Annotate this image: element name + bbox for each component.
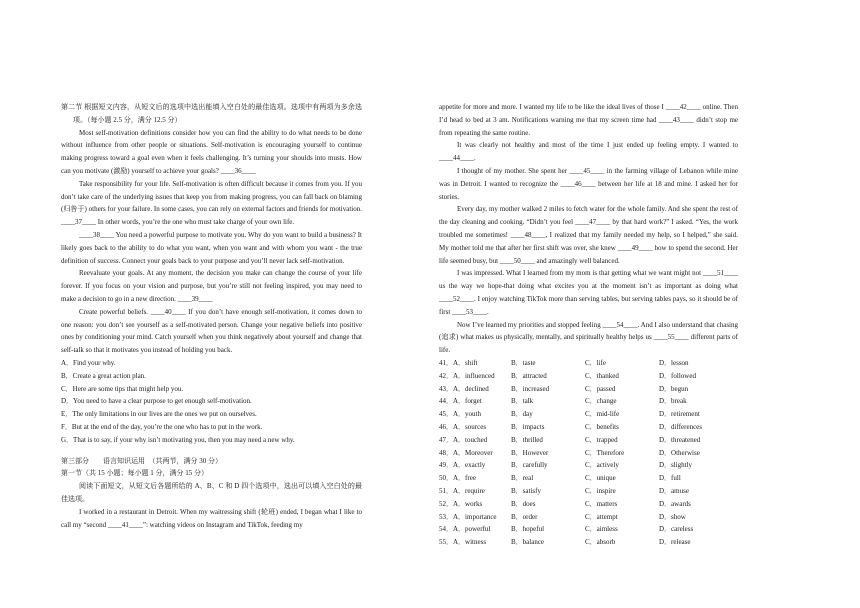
choice-a: 44．A．forget [439,397,482,406]
choice-row [439,511,738,524]
choice-row [439,459,738,472]
passage2-paragraph: It was clearly not healthy and most of the time I just ended up feeling empty. I wanted to ____44____. [439,141,738,163]
choice-a: 43．A．declined [439,384,489,393]
choice-b: B．However [511,448,549,457]
passage-paragraph: Take responsibility for your life. Self-motivation is often difficult because it comes from you. If you don’t take care of the underlying issues that keep you from making progress, you can fall back on blaming (归咎于) others for your failure. In some cases, you can rely on external factors and friends for motivation. ____37____ In other words, you’re the one who must take charge of your own life. [61,179,362,227]
choice-b: B．order [511,512,538,521]
choice-d: D．Otherwise [659,448,700,457]
choice-a: 46．A．sources [439,422,487,431]
choice-c: C．benefits [585,422,619,431]
choice-row [439,357,738,370]
choice-d: D．amuse [659,486,689,495]
passage2-paragraph: I thought of my mother. She spent her ____45____ in the farming village of Lebanon while mine was in Detroit. I wanted to recognize the ____46____ between her life at 18 and mine. I asked her for stories. [439,166,738,201]
choice-b: B．attracted [511,371,547,380]
choice-c: C．passed [585,384,616,393]
left-column [61,101,362,531]
choice-b: B．impacts [511,422,545,431]
choice-a: 54．A．powerful [439,525,491,534]
choice-c: C．attempt [585,512,618,521]
choice-b: B．does [511,499,536,508]
choice-c: C．actively [585,461,619,470]
option-g: G．That is to say, if your why isn’t motivating you, then you may need a new why. [61,435,295,444]
passage2-start: I worked in a restaurant in Detroit. When my waitressing shift (轮班) ended, I began what I like to call my “second ____41____”: watching videos on Instagram and TikTok, feeding my [61,507,362,529]
part3-title: 第三部分 语言知识运用 （共两节，满分 30 分） [61,456,222,465]
choice-c: C．mid-life [585,410,620,419]
choice-c: C．change [585,397,617,406]
choice-d: D．threatened [659,435,701,444]
passage2-paragraph: appetite for more and more. I wanted my life to be like the ideal lives of those I ____42____ online. Then I’d head to bed at 3 am. Notifications warning me that my screen time had ____43____ didn’t stop me from repeating the same routine. [439,103,738,137]
option-a: A．Find your why. [61,358,116,367]
choice-a: 51．A．require [439,486,485,495]
choice-d: D．lesson [659,358,689,367]
option-f: F．But at the end of the day, you’re the one who has to put in the work. [61,422,263,431]
choice-a: 48．A．Moreover [439,448,493,457]
choice-d: D．retirement [659,410,700,419]
passage2-paragraph: Now I’ve learned my priorities and stopped feeling ____54____. And I also understand that chasing (追求) what makes us physically, mentally, and spiritually healthy helps us ____55____ different parts of life. [439,320,738,355]
choice-d: D．differences [659,422,703,431]
choice-d: D．release [659,538,691,547]
choice-d: D．show [659,512,686,521]
instructions: 阅读下面短文，从短文后各题所给的 A、B、C 和 D 四个选项中，选出可以填入空白处的最佳选项。 [61,482,362,503]
choice-d: D．careless [659,525,694,534]
choice-c: C．inspire [585,486,616,495]
right-column [439,101,738,549]
choice-a: 42．A．influenced [439,371,495,380]
option-d: D．You need to have a clear purpose to get enough self-motivation. [61,397,252,406]
section1-title: 第一节（共 15 小题；每小题 1 分，满分 15 分） [61,469,208,478]
choice-b: B．balance [511,538,545,547]
choice-d: D．begun [659,384,689,393]
option-c: C．Here are some tips that might help you. [61,384,184,393]
answer-options [61,357,362,447]
choice-b: B．talk [511,397,534,406]
choice-a: 52．A．works [439,499,483,508]
passage-paragraph: ____38____ You need a powerful purpose to motivate you. Why do you want to build a business? It likely goes back to the ability to do what you want, when you want and with whom you want - the true definition of success. Connect your goals back to your purpose and you’ll never lack self-motivation. [61,230,362,265]
option-b: B．Create a great action plan. [61,371,146,380]
choice-a: 55．A．witness [439,538,487,547]
choice-row [439,383,738,396]
choice-b: B．carefully [511,461,548,470]
choice-a: 53．A．importance [439,512,497,521]
passage-paragraph: Reevaluate your goals. At any moment, the decision you make can change the course of your life forever. If you focus on your vision and purpose, but you’re still not feeling inspired, you may need to make a decision to go in a new direction. ____39____ [61,269,362,303]
choice-row [439,408,738,421]
choice-d: D．break [659,397,687,406]
choice-a: 50．A．free [439,474,476,483]
choice-d: D．full [659,474,681,483]
choice-row [439,498,738,511]
cloze-choices [439,357,738,549]
choice-c: C．aimless [585,525,618,534]
choice-b: B．day [511,410,533,419]
choice-row [439,447,738,460]
choice-d: D．slightly [659,461,693,470]
passage-paragraph: Most self-motivation definitions consider how you can find the ability to do what needs to be done without influence from other people or situations. Self-motivation is encouraging yourself to continue making progress toward a goal even when it feels challenging. It’s turning your shoulds into musts. How can you motivate (激励) yourself to achieve your goals? ____36____ [61,128,362,175]
choice-row [439,434,738,447]
passage2-paragraph: Every day, my mother walked 2 miles to fetch water for the whole family. And she spent the rest of the day cleaning and cooking. “Didn’t you feel ____47____ by that hard work?” I asked. “Yes, the work troubled me sometimes! ____48____, I realized that my family needed my help, so I helped,” she said. My mother told me that after her first shift was over, she knew ____49____ how to spend the second. Her life seemed busy, but ____50____ and amazingly well balanced. [439,205,738,265]
option-e: E．The only limitations in our lives are the ones we put on ourselves. [61,410,257,419]
choice-b: B．increased [511,384,550,393]
choice-c: C．trapped [585,435,618,444]
choice-row [439,536,738,549]
section2-title: 第二节 根据短文内容，从短文后的选项中选出能填入空白处的最佳选项。选项中有两项为多余选项。（每小题 2.5 分，满分 12.5 分） [61,103,362,124]
choice-d: D．followed [659,371,696,380]
choice-a: 45．A．youth [439,410,481,419]
choice-row [439,395,738,408]
choice-row [439,485,738,498]
choice-c: C．matters [585,499,618,508]
choice-c: C．unique [585,474,616,483]
choice-row [439,421,738,434]
choice-b: B．real [511,474,534,483]
choice-c: C．Therefore [585,448,625,457]
choice-a: 49．A．exactly [439,461,486,470]
choice-c: C．absorb [585,538,616,547]
passage2-paragraph: I was impressed. What I learned from my mom is that getting what we want might not ____51____ us the way we hope-that doing what excites you at the moment isn’t as important as doing what ____52____. I enjoy watching TikTok more than serving tables, but serving tables pays, so it should be of first ____53____. [439,269,738,316]
choice-a: 47．A．touched [439,435,488,444]
choice-row [439,370,738,383]
passage-paragraph: Create powerful beliefs. ____40____ If you don’t have enough self-motivation, it comes down to one reason: you don’t see yourself as a self-motivated person. Change your negative beliefs into positive ones by conditioning your mind. Catch yourself when you think negatively about yourself and change that self-talk so that it motivates you instead of holding you back. [61,307,362,355]
choice-row [439,523,738,536]
choice-b: B．thrilled [511,435,543,444]
choice-b: B．satisfy [511,486,541,495]
choice-row [439,472,738,485]
choice-c: C．life [585,358,606,367]
choice-a: 41．A．shift [439,358,478,367]
choice-c: C．thanked [585,371,619,380]
choice-d: D．awards [659,499,691,508]
choice-b: B．hopeful [511,525,545,534]
choice-b: B．taste [511,358,536,367]
